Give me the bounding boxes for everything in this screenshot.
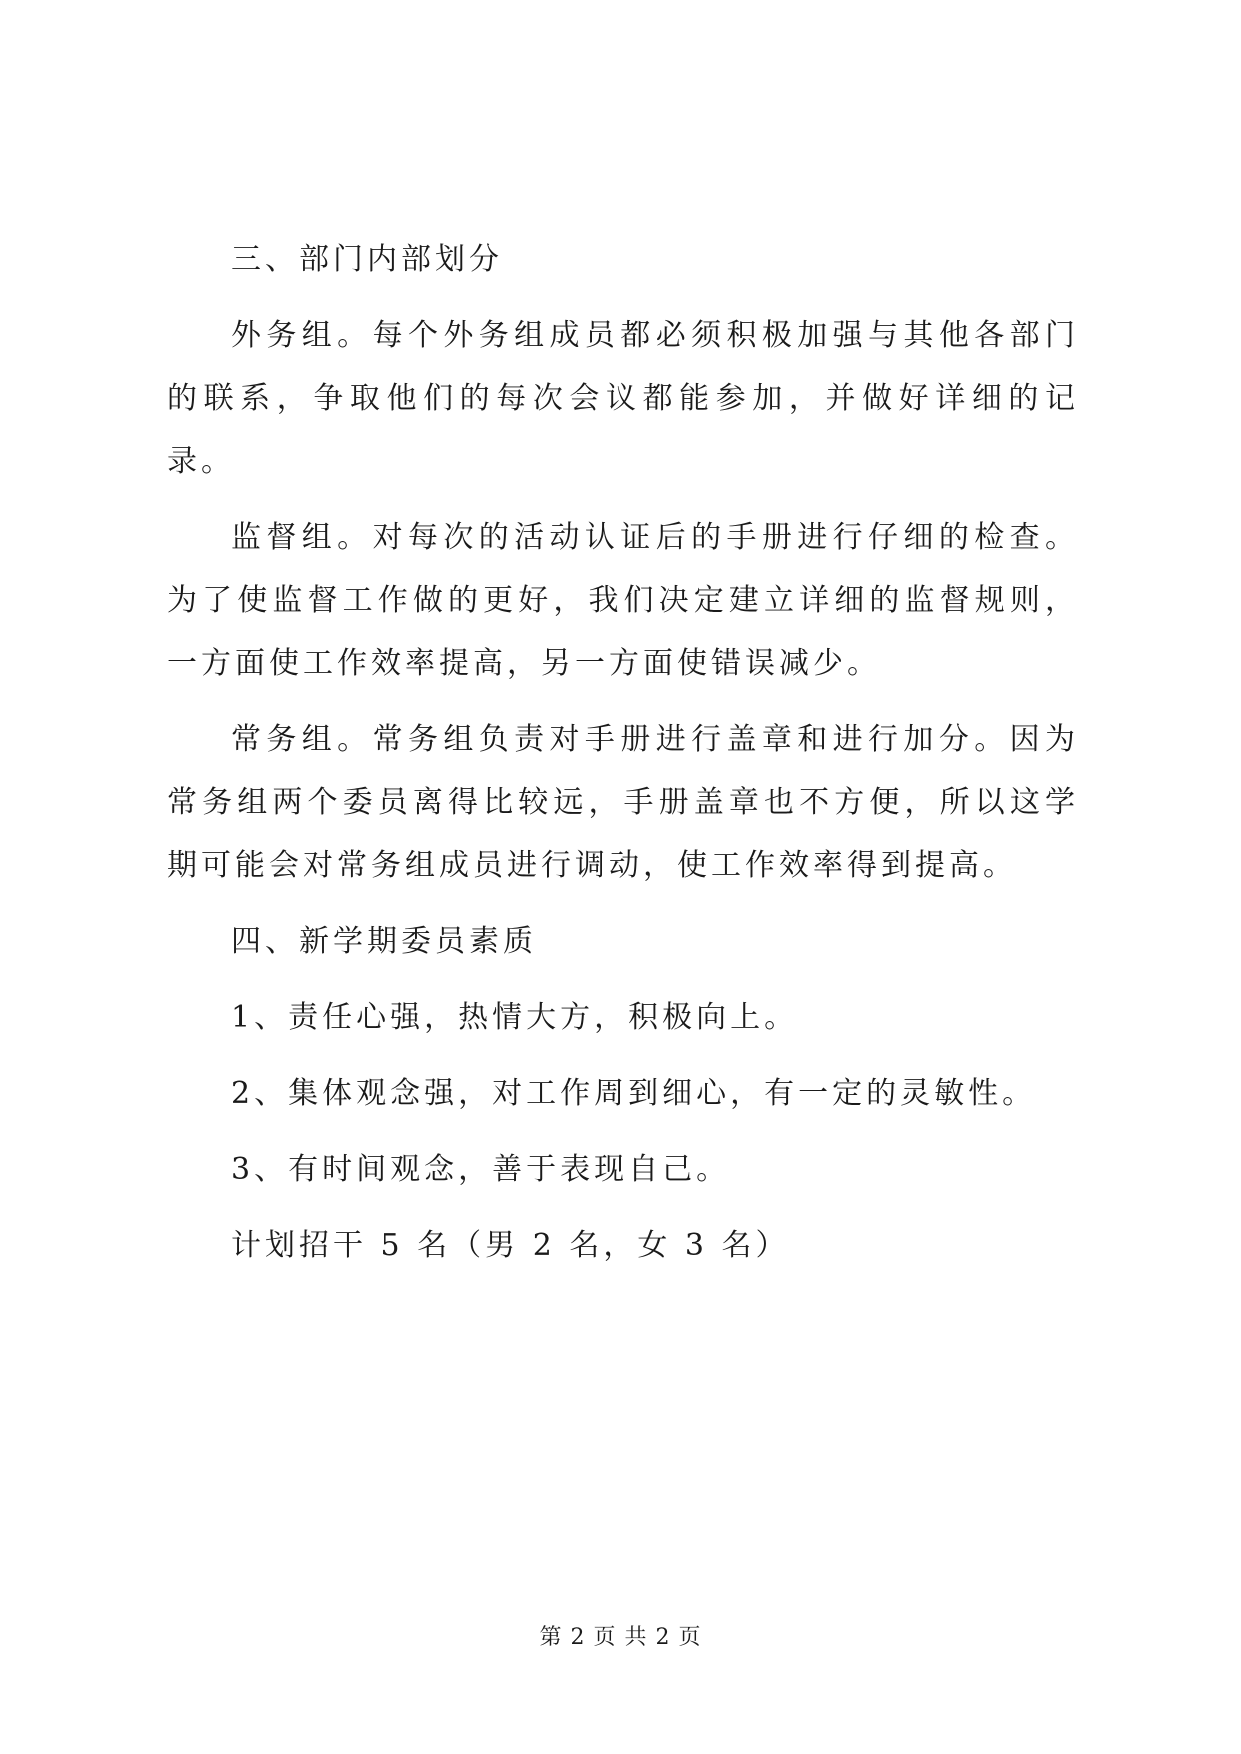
paragraph-supervision-group: 监督组。对每次的活动认证后的手册进行仔细的检查。为了使监督工作做的更好，我们决定建立详细的监督规则，一方面使工作效率提高，另一方面使错误减少。 [167, 520, 1079, 681]
recruitment-plan: 计划招干 5 名（男 2 名，女 3 名） [231, 1228, 790, 1263]
list-item-quality-1: 1、责任心强，热情大方，积极向上。 [231, 1000, 799, 1035]
list-item-quality-3: 3、有时间观念，善于表现自己。 [231, 1152, 731, 1187]
list-item-quality-2: 2、集体观念强，对工作周到细心，有一定的灵敏性。 [231, 1076, 1037, 1111]
document-body [167, 228, 1079, 1290]
page-footer [0, 1620, 1241, 1651]
paragraph-standing-affairs-group: 常务组。常务组负责对手册进行盖章和进行加分。因为常务组两个委员离得比较远，手册盖章也不方便，所以这学期可能会对常务组成员进行调动，使工作效率得到提高。 [167, 722, 1079, 883]
section-heading-department-division: 三、部门内部划分 [231, 242, 503, 277]
total-pages: 共 2 页 [624, 1625, 702, 1650]
page-number: 第 2 页 [539, 1625, 617, 1650]
section-heading-member-qualities: 四、新学期委员素质 [231, 924, 537, 959]
paragraph-external-affairs-group: 外务组。每个外务组成员都必须积极加强与其他各部门的联系，争取他们的每次会议都能参加，并做好详细的记录。 [167, 318, 1079, 479]
